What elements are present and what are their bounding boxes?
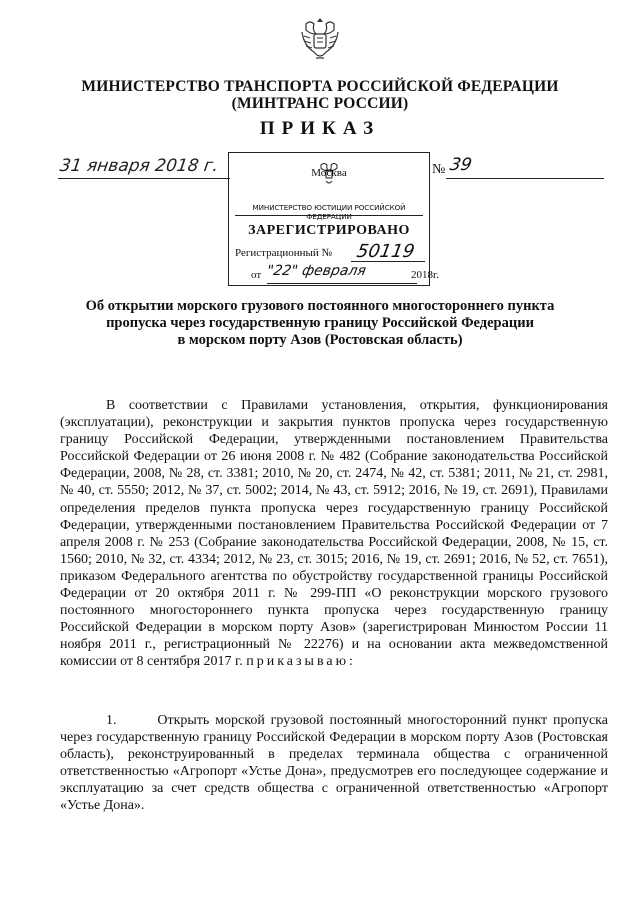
order-title (60, 298, 580, 349)
stamp-registered: ЗАРЕГИСТРИРОВАНО (248, 223, 410, 238)
title-line: Об открытии морского грузового постоянного многостороннего пункта (85, 298, 555, 314)
title-line: в морском порту Азов (Ростовская область) (177, 332, 463, 348)
reg-number-underline (351, 261, 425, 262)
preamble-text: В соответствии с Правилами установления, открытия, функционирования (эксплуатации), реконструкции и закрытия пунктов пропуска через государственную границу Российской Федерации, утвержденными постановлением Правительства Российской Федерации от 26 июня 2008 г. № 482 (Собрание законодательства Российской Федерации, 2008, № 28, ст. 3381; 2010, № 20, ст. 2474, № 42, ст. 5381; 2011, № 21, ст. 2981, № 40, ст. 5550; 2012, № 37, ст. 5002; 2014, № 43, ст. 5912; 2016, № 19, ст. 2691), Правилами определения пределов пункта пропуска через государственную границу Российской Федерации, утвержденными постановлением Правительства Российской Федерации от 7 апреля 2008 г. № 253 (Собрание законодательства Российской Федерации, 2008, № 15, ст. 1560; 2010, № 32, ст. 4334; 2012, № 23, ст. 3015; 2016, № 19, ст. 2691; 2016, № 52, ст. 7651), приказом Федерального агентства по обустройству государственной границы Российской Федерации от 20 октября 2011 г. № 299-ПП «О реконструкции морского грузового постоянного многостороннего пункта пропуска через государственную границу Российской Федерации в морском порту Азов» (зарегистрирован Минюстом России 11 ноября 2011 г., регистрационный № 22276) и на основании акта межведомственной комиссии от 8 сентября 2017 г. (60, 398, 608, 670)
prikazyvayu-word: приказываю: (246, 654, 356, 670)
stamp-city: Москва (311, 167, 347, 179)
preamble-paragraph (60, 397, 608, 671)
order-item-1: 1. Открыть морской грузовой постоянный многосторонний пункт пропуска через государственную границу Российской Федерации в морском порту Азов (Ростовская область), реконструированный в пределах терминала общества с ограниченной ответственностью «Агропорт «Устье Дона», предусмотрев его последующее содержание и эксплуатацию за счет средств общества с ограниченной ответственностью «Агропорт «Устье Дона». (60, 712, 608, 813)
stamp-reg-label: Регистрационный № (235, 247, 333, 259)
ministry-name: МИНИСТЕРСТВО ТРАНСПОРТА РОССИЙСКОЙ ФЕДЕРАЦИИ (81, 78, 559, 95)
stamp-from-date: "22" февраля (265, 263, 368, 279)
number-underline (446, 178, 604, 179)
from-date-underline (267, 283, 417, 284)
stamp-reg-number: 50119 (355, 241, 417, 262)
coat-of-arms-icon (298, 14, 342, 66)
document-type: ПРИКАЗ (259, 118, 381, 139)
stamp-divider (235, 215, 423, 216)
order-body (60, 397, 608, 814)
title-line: пропуска через государственную границу Российской Федерации (106, 315, 534, 331)
stamp-from-year: 2018г. (411, 269, 440, 281)
order-date: 31 января 2018 г. (58, 156, 220, 176)
stamp-from-label: от (251, 269, 262, 281)
order-number: 39 (448, 155, 474, 175)
ministry-short-name: (МИНТРАНС РОССИИ) (231, 95, 409, 112)
stamp-ministry: МИНИСТЕРСТВО ЮСТИЦИИ РОССИЙСКОЙ ФЕДЕРАЦИИ (252, 203, 406, 221)
date-underline (58, 178, 230, 179)
registration-stamp (228, 152, 440, 286)
order-number-label: № (432, 162, 446, 177)
